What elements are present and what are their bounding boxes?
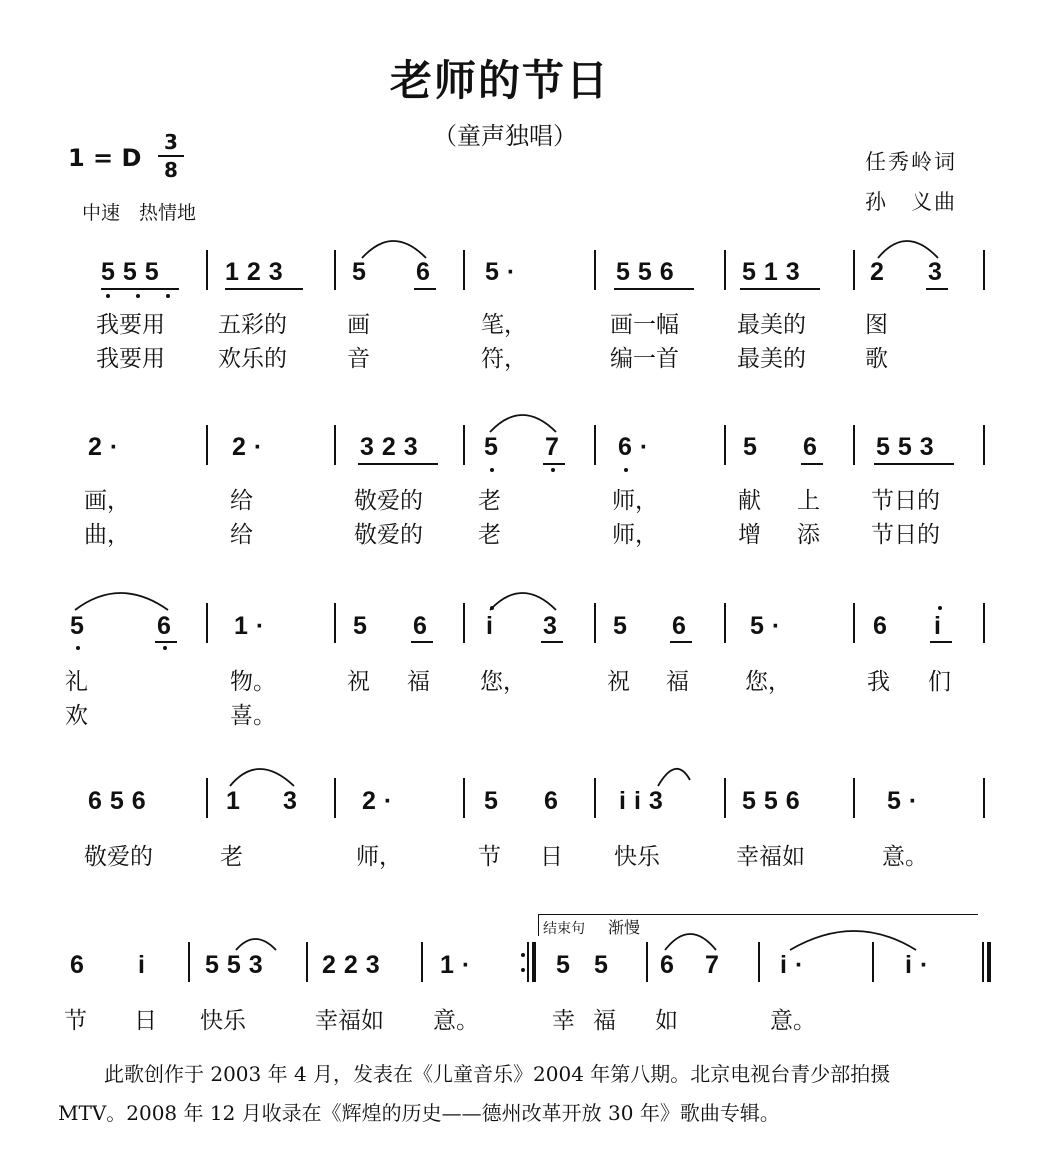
lyric: 老	[478, 522, 501, 548]
lyric: 物。	[230, 669, 276, 695]
bar-line	[206, 778, 208, 818]
note-group: 553	[876, 433, 942, 461]
bar-line	[421, 942, 423, 982]
note-group: ii3	[619, 787, 671, 815]
lyricist-credit: 任秀岭词	[865, 150, 957, 174]
slur	[790, 931, 916, 950]
lyric: 福	[407, 669, 430, 695]
octave-dot	[490, 606, 494, 610]
slur	[230, 769, 294, 786]
lyric: 幸	[552, 1008, 575, 1034]
octave-dot	[938, 606, 942, 610]
ending-bracket-edge	[538, 914, 539, 936]
note: i·	[905, 951, 937, 979]
note: 1·	[234, 612, 273, 640]
bar-line	[853, 425, 855, 465]
lyric: 节日的	[871, 488, 940, 514]
slur	[362, 241, 426, 258]
underline	[411, 641, 433, 643]
lyric: 五彩的	[218, 312, 287, 338]
bar-line	[853, 250, 855, 290]
lyric: 师，	[612, 488, 658, 514]
lyric: 礼	[65, 669, 88, 695]
note: i	[138, 951, 153, 979]
note: 5·	[887, 787, 926, 815]
bar-line	[188, 942, 190, 982]
underline	[414, 288, 436, 290]
note-group: 223	[322, 951, 388, 979]
octave-dot	[624, 468, 628, 472]
lyric: 日	[540, 844, 563, 870]
ending-tempo: 渐慢	[608, 918, 641, 937]
lyric: 意。	[882, 844, 928, 870]
bar-line	[306, 942, 308, 982]
lyric: 画	[347, 312, 370, 338]
lyric: 音	[347, 346, 370, 372]
bar-line	[853, 778, 855, 818]
lyric: 图	[865, 312, 888, 338]
octave-dot	[490, 468, 494, 472]
lyric: 师，	[356, 844, 402, 870]
lyric: 画，	[84, 488, 130, 514]
lyric: 欢乐的	[218, 346, 287, 372]
bar-line	[463, 603, 465, 643]
lyric: 画一幅	[610, 312, 679, 338]
note: 7	[545, 433, 567, 461]
note-group: 656	[88, 787, 154, 815]
lyric: 笔，	[481, 312, 527, 338]
lyric: 欢	[65, 703, 88, 729]
note: 3	[283, 787, 305, 815]
bar-line	[724, 250, 726, 290]
note-group: 123	[225, 258, 291, 286]
lyric: 给	[230, 522, 253, 548]
lyric: 们	[928, 669, 951, 695]
underline	[155, 641, 177, 643]
note: 5	[556, 951, 578, 979]
bar-line	[206, 425, 208, 465]
bar-line	[334, 603, 336, 643]
song-title: 老师的节日	[389, 56, 610, 105]
lyric: 您，	[480, 669, 526, 695]
note: 5	[352, 258, 374, 286]
bar-line	[594, 603, 596, 643]
lyric: 上	[797, 488, 820, 514]
note-group: 556	[742, 787, 808, 815]
note: 5	[613, 612, 635, 640]
final-bar-line	[982, 942, 984, 982]
note: 6	[157, 612, 179, 640]
lyric: 祝	[607, 669, 630, 695]
lyric: 您，	[745, 669, 791, 695]
lyric: 敬爱的	[354, 488, 423, 514]
note: 5	[484, 787, 506, 815]
lyric: 如	[655, 1008, 678, 1034]
time-signature-bottom: 8	[164, 158, 178, 182]
lyric: 福	[593, 1008, 616, 1034]
underline	[740, 288, 820, 290]
lyric: 快乐	[614, 844, 660, 870]
lyric: 福	[666, 669, 689, 695]
slur	[658, 769, 690, 786]
lyric: 快乐	[200, 1008, 246, 1034]
bar-line	[334, 425, 336, 465]
lyric: 老	[220, 844, 243, 870]
bar-line	[594, 425, 596, 465]
underline	[101, 288, 179, 290]
lyric: 节	[64, 1008, 87, 1034]
bar-line	[206, 250, 208, 290]
lyric: 幸福如	[736, 844, 805, 870]
bar-line	[646, 942, 648, 982]
lyric: 最美的	[737, 346, 806, 372]
bar-line	[334, 250, 336, 290]
note: 6·	[618, 433, 657, 461]
note: 6	[416, 258, 438, 286]
lyric: 献	[738, 488, 761, 514]
octave-dot	[76, 646, 80, 650]
repeat-dot	[521, 968, 525, 972]
octave-dot	[166, 294, 170, 298]
note: 5	[70, 612, 92, 640]
ending-bracket	[538, 914, 978, 915]
note: 5	[484, 433, 506, 461]
note: 5	[743, 433, 765, 461]
octave-dot	[106, 294, 110, 298]
lyric: 最美的	[737, 312, 806, 338]
underline	[543, 463, 565, 465]
note: 6	[672, 612, 694, 640]
lyric: 编一首	[610, 346, 679, 372]
note: 1·	[440, 951, 479, 979]
lyric: 意。	[770, 1008, 816, 1034]
note: 6	[413, 612, 435, 640]
lyric: 增	[738, 522, 761, 548]
bar-line	[724, 778, 726, 818]
lyric: 给	[230, 488, 253, 514]
note: i	[934, 612, 949, 640]
note: 3	[928, 258, 950, 286]
bar-line	[594, 250, 596, 290]
bar-line	[334, 778, 336, 818]
bar-line	[872, 942, 874, 982]
slur	[490, 415, 556, 432]
octave-dot	[163, 646, 167, 650]
footer-note-line-1: 此歌创作于 2003 年 4 月，发表在《儿童音乐》2004 年第八期。北京电视台青少部拍摄	[104, 1062, 891, 1086]
lyric: 幸福如	[315, 1008, 384, 1034]
lyric: 添	[797, 522, 820, 548]
ending-label: 结束句	[543, 921, 585, 937]
note: 5·	[485, 258, 524, 286]
note: 1	[226, 787, 248, 815]
bar-line	[853, 603, 855, 643]
bar-line	[983, 425, 985, 465]
lyric: 喜。	[230, 703, 276, 729]
note-group: 555	[101, 258, 167, 286]
underline	[358, 463, 438, 465]
note: 6	[873, 612, 895, 640]
underline	[801, 463, 823, 465]
lyric: 符，	[481, 346, 527, 372]
bar-line	[724, 603, 726, 643]
lyric: 我	[867, 669, 890, 695]
repeat-bar-line	[527, 942, 529, 982]
bar-line	[983, 778, 985, 818]
lyric: 我要用	[96, 346, 165, 372]
bar-line	[983, 250, 985, 290]
note-group: 553	[205, 951, 271, 979]
underline	[874, 463, 954, 465]
note: 3	[543, 612, 565, 640]
repeat-bar-line-thick	[532, 942, 536, 982]
lyric: 敬爱的	[354, 522, 423, 548]
lyric: 师，	[612, 522, 658, 548]
underline	[614, 288, 694, 290]
note: 6	[70, 951, 92, 979]
lyric: 祝	[347, 669, 370, 695]
lyric: 节日的	[871, 522, 940, 548]
underline	[926, 288, 948, 290]
note: 2·	[362, 787, 401, 815]
lyric: 意。	[433, 1008, 479, 1034]
underline	[225, 288, 303, 290]
slur	[665, 934, 716, 950]
bar-line	[206, 603, 208, 643]
note-group: 556	[616, 258, 682, 286]
bar-line	[983, 603, 985, 643]
underline	[930, 641, 952, 643]
note-group: 513	[742, 258, 808, 286]
note: 6	[803, 433, 825, 461]
song-subtitle: （童声独唱）	[433, 122, 577, 150]
note: 2·	[232, 433, 271, 461]
lyric: 日	[134, 1008, 157, 1034]
slur	[236, 939, 276, 950]
composer-credit: 孙 义曲	[865, 190, 957, 214]
slur	[490, 593, 556, 610]
note: 6	[660, 951, 682, 979]
repeat-dot	[521, 953, 525, 957]
bar-line	[594, 778, 596, 818]
key-signature: 1 = D	[68, 144, 142, 172]
bar-line	[724, 425, 726, 465]
slur	[75, 593, 168, 610]
lyric: 敬爱的	[84, 844, 153, 870]
bar-line	[463, 250, 465, 290]
lyric: 我要用	[96, 312, 165, 338]
bar-line	[758, 942, 760, 982]
lyric: 老	[478, 488, 501, 514]
note: 6	[544, 787, 566, 815]
tempo-marking: 中速 热情地	[82, 202, 197, 224]
lyric: 歌	[865, 346, 888, 372]
lyric: 曲，	[84, 522, 130, 548]
note: 7	[705, 951, 727, 979]
octave-dot	[551, 468, 555, 472]
lyric: 节	[478, 844, 501, 870]
underline	[670, 641, 692, 643]
note: i	[486, 612, 501, 640]
footer-note-line-2: MTV。2008 年 12 月收录在《辉煌的历史——德州改革开放 30 年》歌曲专辑。	[58, 1101, 780, 1125]
bar-line	[463, 778, 465, 818]
underline	[541, 641, 563, 643]
final-bar-line-thick	[987, 942, 991, 982]
note: i·	[780, 951, 812, 979]
note-group: 323	[360, 433, 426, 461]
note: 5	[594, 951, 616, 979]
note: 5·	[750, 612, 789, 640]
note: 2	[870, 258, 892, 286]
note: 5	[353, 612, 375, 640]
time-signature-top: 3	[164, 130, 178, 154]
bar-line	[463, 425, 465, 465]
octave-dot	[136, 294, 140, 298]
slur	[878, 241, 938, 258]
note: 2·	[88, 433, 127, 461]
